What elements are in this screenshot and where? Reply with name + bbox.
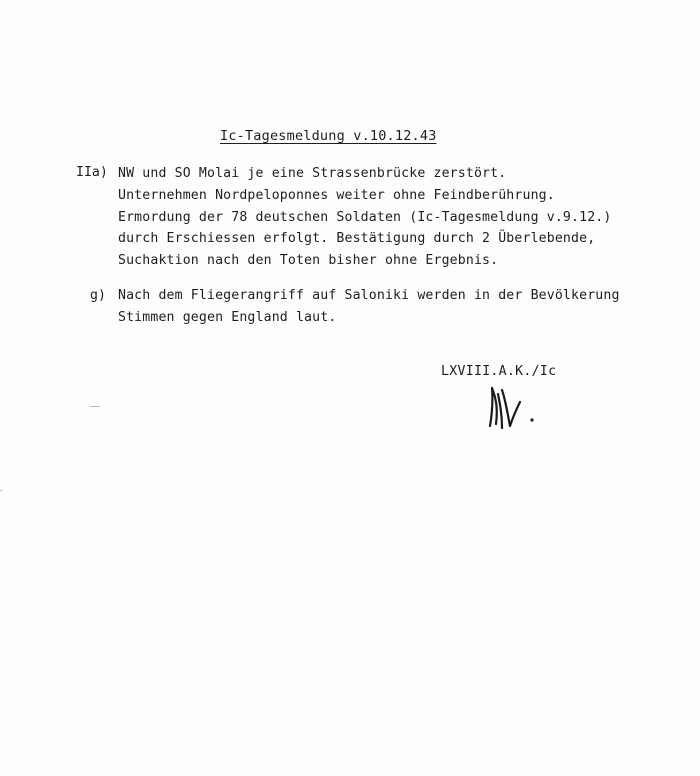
document-title: Ic-Tagesmeldung v.10.12.43 <box>220 128 437 144</box>
section-iia-line-2: Unternehmen Nordpeloponnes weiter ohne Feindberührung. <box>118 188 555 203</box>
section-label-g: g) <box>90 288 106 303</box>
scan-speck <box>0 490 2 491</box>
scan-speck <box>90 406 100 407</box>
section-label-iia: IIa) <box>76 165 108 180</box>
section-iia-line-4: durch Erschiessen erfolgt. Bestätigung durch 2 Überlebende, <box>118 231 596 246</box>
section-iia-line-5: Suchaktion nach den Toten bisher ohne Ergebnis. <box>118 253 499 268</box>
section-g-line-1: Nach dem Fliegerangriff auf Saloniki werden in der Bevölkerung <box>118 288 620 303</box>
unit-designation: LXVIII.A.K./Ic <box>441 364 557 379</box>
section-iia-line-3: Ermordung der 78 deutschen Soldaten (Ic-Tagesmeldung v.9.12.) <box>118 210 612 225</box>
handwritten-signature <box>484 380 544 440</box>
section-g-line-2: Stimmen gegen England laut. <box>118 310 337 325</box>
section-iia-line-1: NW und SO Molai je eine Strassenbrücke zerstört. <box>118 166 507 181</box>
